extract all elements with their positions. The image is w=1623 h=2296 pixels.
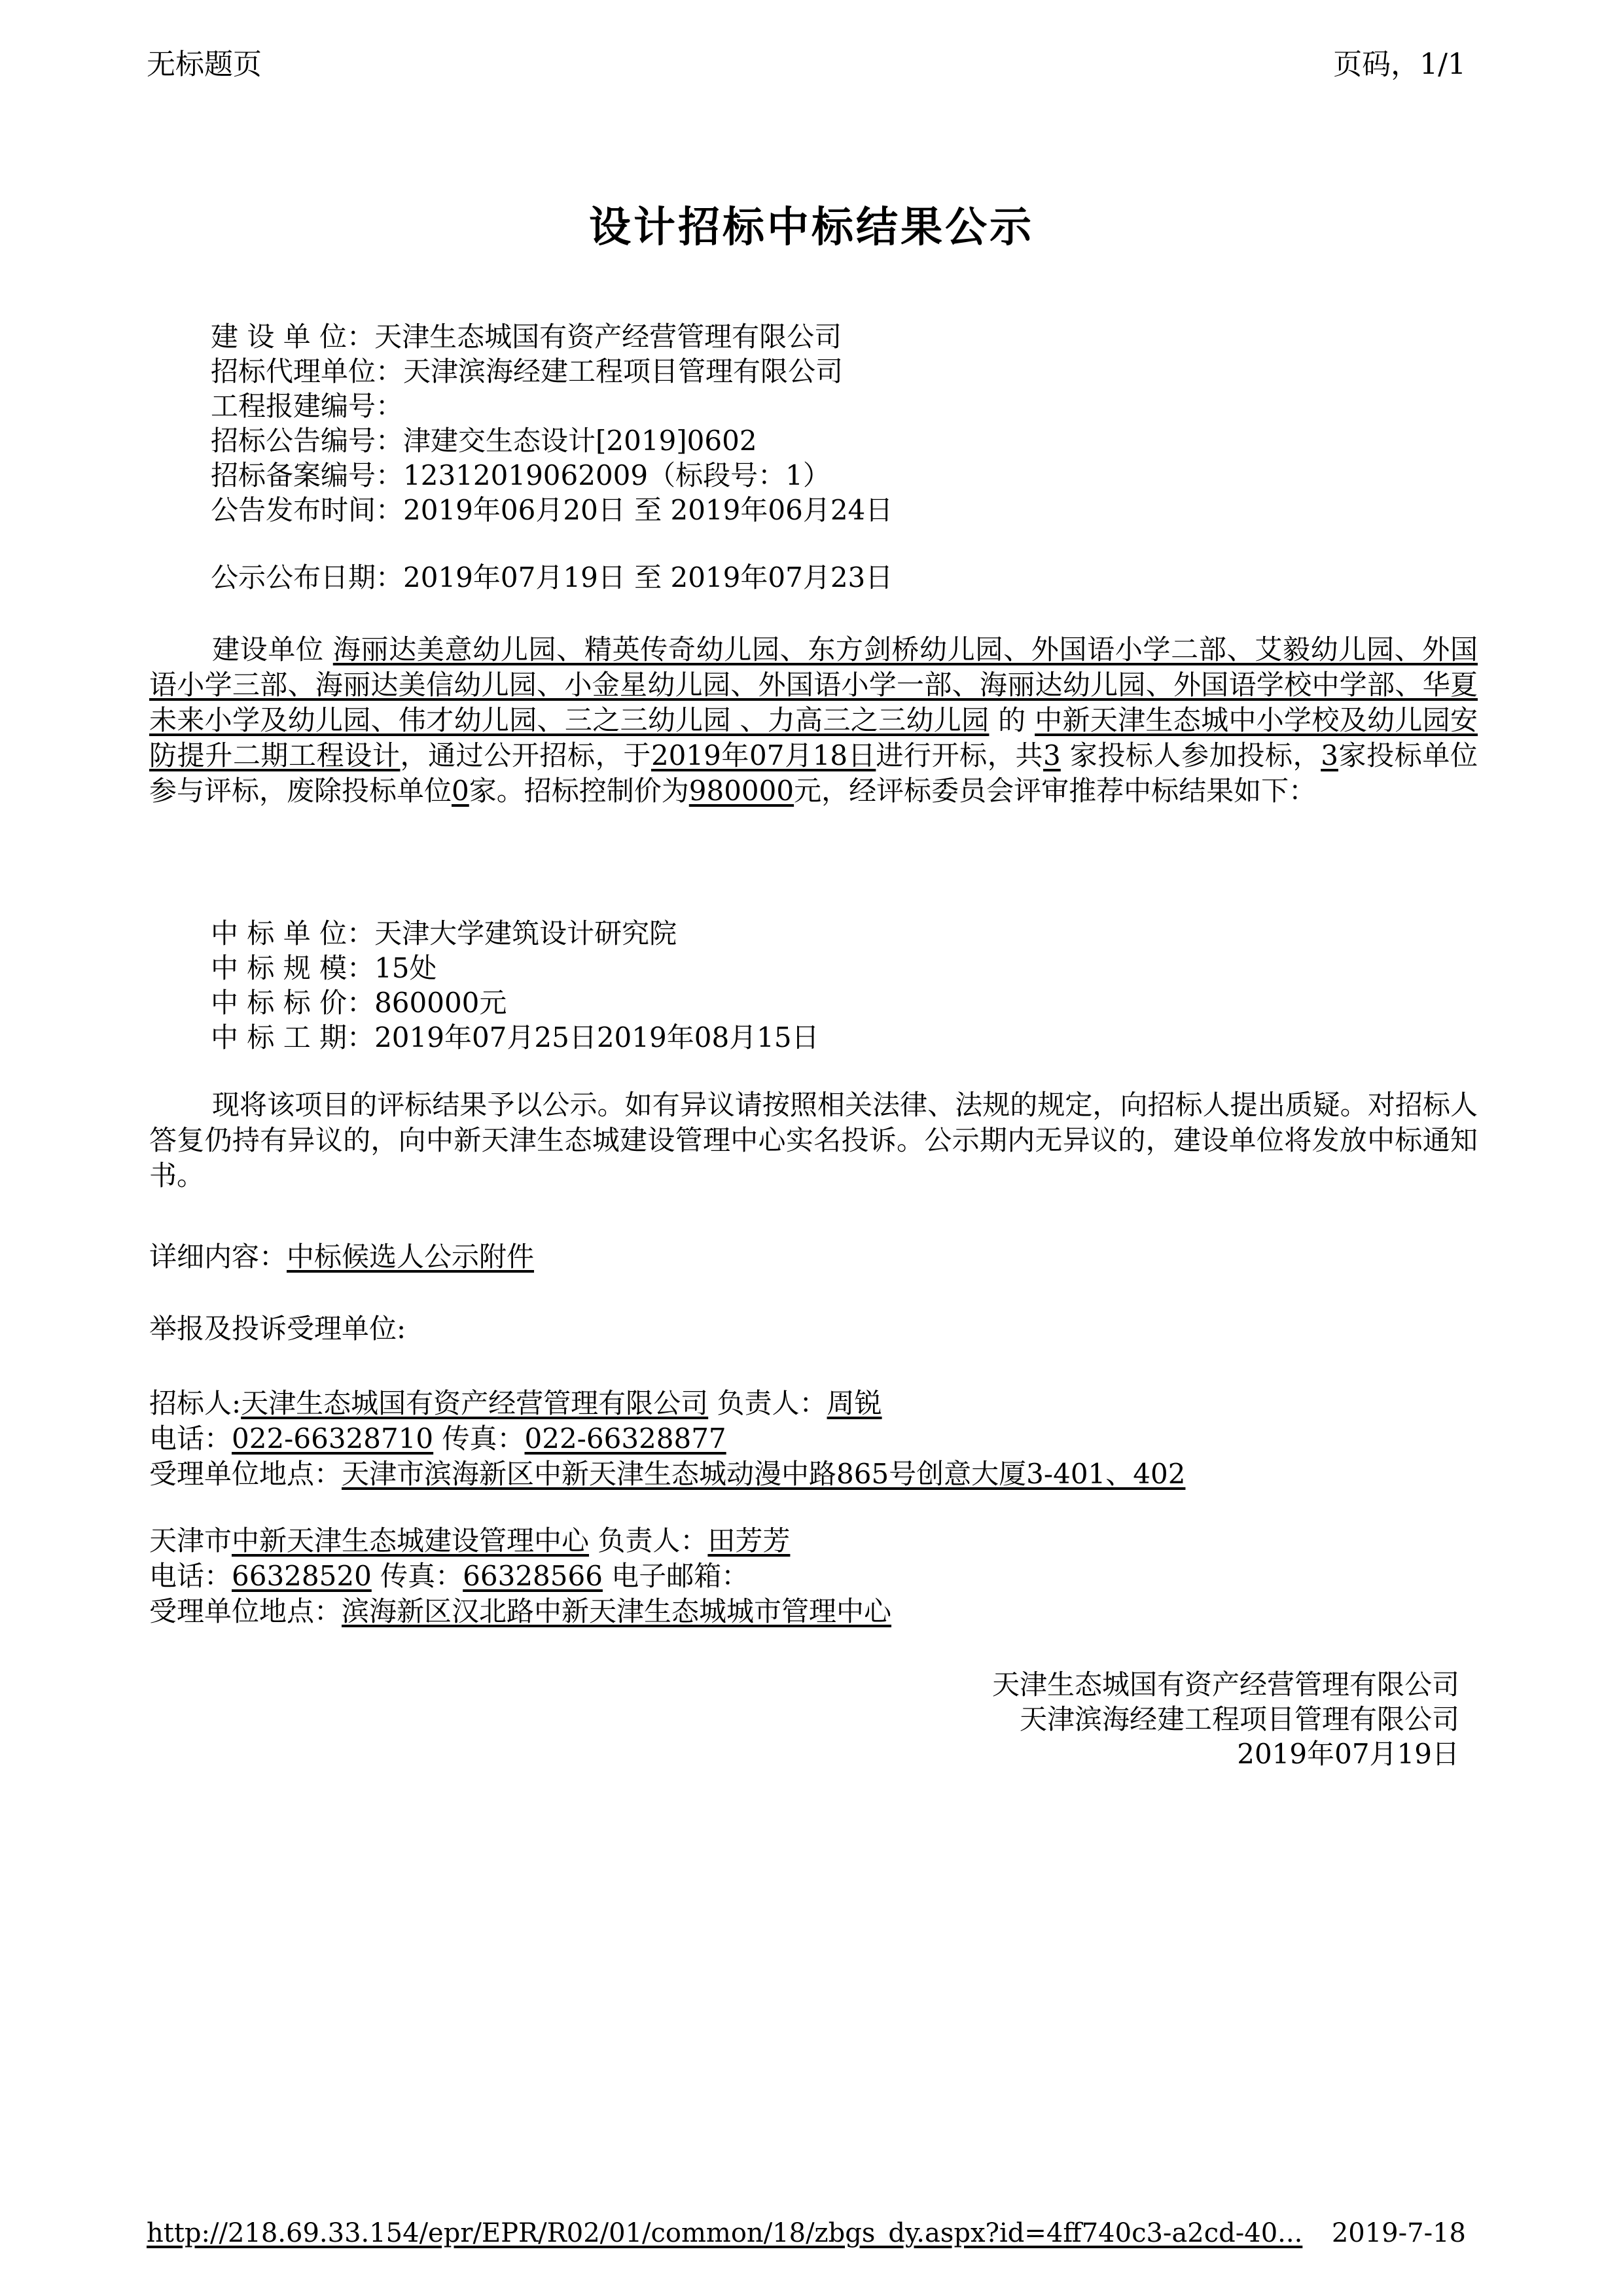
publish-time-row bbox=[211, 494, 893, 529]
open-date: 2019年07月18日 bbox=[651, 739, 876, 771]
rejected-count: 0 bbox=[452, 775, 469, 807]
page-number: 页码，1/1 bbox=[1333, 48, 1466, 81]
evaluated-count: 3 bbox=[1321, 739, 1338, 771]
agent-value: 天津滨海经建工程项目管理有限公司 bbox=[403, 355, 844, 387]
center-fax-label: 传真： bbox=[371, 1560, 463, 1592]
attachment-link[interactable]: 中标候选人公示附件 bbox=[287, 1241, 535, 1273]
tenderer-tel: 022-66328710 bbox=[232, 1422, 434, 1455]
center-fax: 66328566 bbox=[463, 1560, 603, 1592]
tender-info-block bbox=[211, 321, 893, 596]
tenderer-phone-row bbox=[149, 1417, 726, 1457]
owner-row bbox=[211, 321, 893, 355]
signature-date: 2019年07月19日 bbox=[1237, 1738, 1459, 1770]
winner-unit-row bbox=[211, 917, 819, 952]
source-url[interactable]: http://218.69.33.154/epr/EPR/R02/01/common/18/zbgs_dy.aspx?id=4ff740c3-a2cd-40... bbox=[147, 2218, 1303, 2248]
center-name: 中新天津生态城建设管理中心 bbox=[232, 1525, 590, 1557]
owner-label: 建 设 单 位： bbox=[211, 321, 375, 353]
detail-row bbox=[149, 1235, 534, 1275]
center-email-label: 电子邮箱： bbox=[602, 1560, 749, 1592]
winner-scale-row bbox=[211, 952, 819, 987]
agent-label: 招标代理单位： bbox=[211, 355, 404, 387]
project-name: 中新天津生态城中小学校及幼儿园安防提升二期工程设计 bbox=[149, 704, 1478, 771]
signature-owner: 天津生态城国有资产经营管理有限公司 bbox=[991, 1669, 1459, 1701]
center-person-label: 负责人： bbox=[589, 1525, 708, 1557]
announce-date-row bbox=[211, 561, 893, 596]
page-header-title: 无标题页 bbox=[147, 48, 262, 81]
spacer bbox=[211, 529, 893, 561]
tenderer-fax: 022-66328877 bbox=[524, 1422, 726, 1455]
text-segment: 家。招标控制价为 bbox=[469, 775, 689, 807]
center-address-row bbox=[149, 1590, 891, 1629]
text-segment: 家投标人参加投标， bbox=[1060, 739, 1321, 771]
result-paragraph bbox=[149, 632, 1478, 809]
school-list: 海丽达美意幼儿园、精英传奇幼儿园、东方剑桥幼儿园、外国语小学二部、艾毅幼儿园、外国语小学三部、海丽达美信幼儿园、小金星幼儿园、外国语小学一部、海丽达幼儿园、外国语学校中学部、华夏未来小学及幼儿园、伟才幼儿园、三之三幼儿园 、力高三之三幼儿园 bbox=[149, 633, 1478, 736]
publish-time-label: 公告发布时间： bbox=[211, 494, 404, 526]
text-segment: ，通过公开招标，于 bbox=[400, 739, 651, 771]
text-segment: 进行开标，共 bbox=[876, 739, 1044, 771]
text-segment: 家投标单位参与评标，废除投标单位 bbox=[149, 739, 1478, 807]
record-no-row bbox=[211, 459, 893, 494]
tenderer-addr-label: 受理单位地点： bbox=[149, 1458, 342, 1490]
tenderer-tel-label: 电话： bbox=[149, 1422, 232, 1455]
project-no-label: 工程报建编号： bbox=[211, 390, 404, 422]
winner-scale-label: 中 标 规 模： bbox=[211, 952, 375, 984]
winner-price-value: 860000元 bbox=[374, 987, 507, 1019]
tenderer-person: 周锐 bbox=[827, 1387, 882, 1419]
notice-no-value: 津建交生态设计[2019]0602 bbox=[403, 425, 757, 457]
text-segment: 的 bbox=[989, 704, 1035, 736]
center-addr-label: 受理单位地点： bbox=[149, 1595, 342, 1627]
tenderer-name: 天津生态城国有资产经营管理有限公司 bbox=[241, 1387, 709, 1419]
record-no-value: 12312019062009（标段号：1） bbox=[403, 459, 830, 491]
center-tel-label: 电话： bbox=[149, 1560, 232, 1592]
tenderer-row bbox=[149, 1382, 882, 1421]
winner-unit-value: 天津大学建筑设计研究院 bbox=[374, 917, 677, 949]
announce-date-label: 公示公布日期： bbox=[211, 561, 404, 593]
complaint-heading: 举报及投诉受理单位: bbox=[149, 1313, 406, 1345]
center-prefix: 天津市 bbox=[149, 1525, 232, 1557]
center-row bbox=[149, 1519, 790, 1559]
winner-block bbox=[211, 917, 819, 1056]
center-person: 田芳芳 bbox=[707, 1525, 791, 1557]
winner-period-value: 2019年07月25日2019年08月15日 bbox=[374, 1021, 819, 1053]
signature-block bbox=[992, 1667, 1459, 1771]
center-phone-row bbox=[149, 1555, 749, 1594]
announce-date-value: 2019年07月19日 至 2019年07月23日 bbox=[403, 561, 893, 593]
project-no-row bbox=[211, 390, 893, 425]
text-segment: 元，经评标委员会评审推荐中标结果如下： bbox=[794, 775, 1317, 807]
agent-row bbox=[211, 355, 893, 390]
tenderer-person-label: 负责人： bbox=[708, 1387, 827, 1419]
center-tel: 66328520 bbox=[232, 1560, 372, 1592]
tenderer-address-row bbox=[149, 1453, 1185, 1492]
detail-label: 详细内容： bbox=[149, 1241, 287, 1273]
document-title: 设计招标中标结果公示 bbox=[589, 203, 1034, 252]
winner-period-row bbox=[211, 1021, 819, 1056]
record-no-label: 招标备案编号： bbox=[211, 459, 404, 491]
tenderer-fax-label: 传真： bbox=[433, 1422, 525, 1455]
control-price: 980000 bbox=[688, 775, 794, 807]
tenderer-addr: 天津市滨海新区中新天津生态城动漫中路865号创意大厦3-401、402 bbox=[342, 1458, 1186, 1490]
objection-paragraph: 现将该项目的评标结果予以公示。如有异议请按照相关法律、法规的规定，向招标人提出质疑。对招标人答复仍持有异议的，向中新天津生态城建设管理中心实名投诉。公示期内无异议的，建设单位将发放中标通知书。 bbox=[149, 1089, 1478, 1192]
print-date: 2019-7-18 bbox=[1331, 2218, 1466, 2248]
owner-value: 天津生态城国有资产经营管理有限公司 bbox=[374, 321, 842, 353]
tenderer-label: 招标人: bbox=[149, 1387, 241, 1419]
bidder-count: 3 bbox=[1043, 739, 1061, 771]
signature-agent: 天津滨海经建工程项目管理有限公司 bbox=[1019, 1703, 1459, 1735]
winner-price-label: 中 标 标 价： bbox=[211, 987, 375, 1019]
text-segment: 建设单位 bbox=[212, 633, 333, 665]
winner-unit-label: 中 标 单 位： bbox=[211, 917, 375, 949]
notice-no-label: 招标公告编号： bbox=[211, 425, 404, 457]
winner-price-row bbox=[211, 987, 819, 1021]
center-addr: 滨海新区汉北路中新天津生态城城市管理中心 bbox=[342, 1595, 892, 1627]
winner-scale-value: 15处 bbox=[374, 952, 437, 984]
notice-no-row bbox=[211, 425, 893, 459]
winner-period-label: 中 标 工 期： bbox=[211, 1021, 375, 1053]
publish-time-value: 2019年06月20日 至 2019年06月24日 bbox=[403, 494, 893, 526]
